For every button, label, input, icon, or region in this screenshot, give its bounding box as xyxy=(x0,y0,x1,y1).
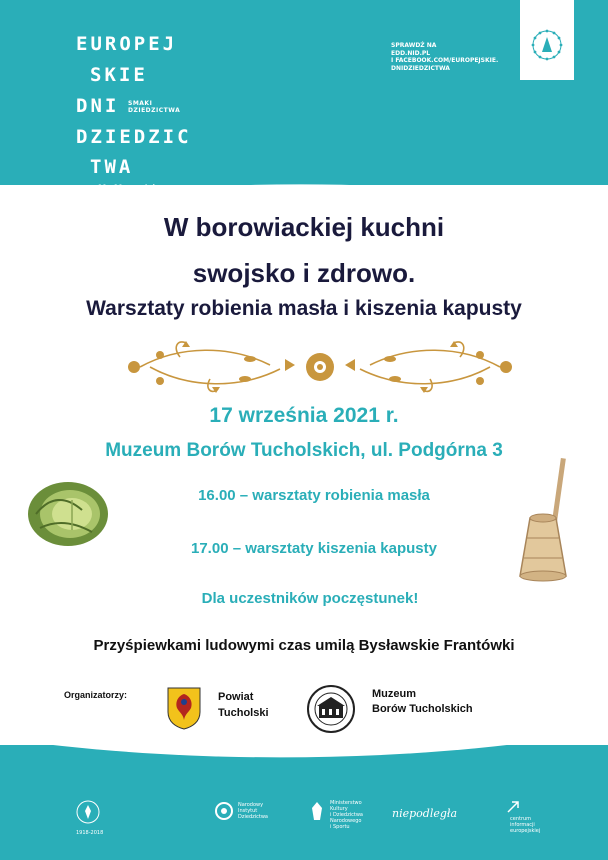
nid-icon xyxy=(214,800,234,822)
logo-line-4: DZIEDZIC xyxy=(76,126,192,148)
powiat-line-2: Tucholski xyxy=(218,707,269,719)
folk-band-note: Przyśpiewkami ludowymi czas umilą Bysławskie Frantówki xyxy=(93,637,515,654)
council-of-europe-emblem xyxy=(520,0,574,80)
title-line-2: swojsko i zdrowo. xyxy=(192,258,416,288)
footer-logo-3-text xyxy=(330,800,363,830)
info-line-4: DNIDZIEDZICTWA xyxy=(391,64,450,72)
schedule-item-1: 16.00 – warsztaty robienia masła xyxy=(198,487,430,504)
title-line-3: Warsztaty robienia masła i kiszenia kapusty xyxy=(86,297,522,320)
organizers-label: Organizatorzy: xyxy=(64,690,128,700)
muzeum-line-1: Muzeum xyxy=(372,688,416,700)
treat-note: Dla uczestników poczęstunek! xyxy=(201,590,419,607)
museum-logo xyxy=(306,684,356,734)
cabbage-illustration xyxy=(26,476,110,548)
footer-logo-2-line-3: Dziedzictwa xyxy=(238,814,268,820)
smaki-line-2: DZIEDZICTWA xyxy=(128,107,181,114)
smaki-line-1: SMAKI xyxy=(128,100,153,107)
footer-logo-5-line-3: europejskiej xyxy=(510,828,541,834)
info-line-3: I FACEBOOK.COM/EUROPEJSKIE. xyxy=(391,57,499,64)
schedule-item-2: 17.00 – warsztaty kiszenia kapusty xyxy=(191,540,437,557)
arrow-icon xyxy=(506,800,520,814)
footer-logo-5-text xyxy=(510,816,540,834)
footer-logo-1-year: 1918-2018 xyxy=(76,830,104,836)
info-text xyxy=(391,42,516,72)
bottom-wave xyxy=(0,720,608,770)
footer-logo-2-line-2: Instytut xyxy=(238,808,258,814)
title-line-1: W borowiackiej kuchni xyxy=(163,212,445,242)
logo-line-1: EUROPEJ xyxy=(76,33,178,55)
logo-line-5: TWA xyxy=(90,156,134,178)
muzeum-borow-tucholskich xyxy=(372,687,473,717)
ministry-eagle-icon xyxy=(308,800,326,824)
footer-logo-4: niepodległa xyxy=(392,807,458,820)
footer-logo-3-line-4: Narodowego xyxy=(330,818,362,824)
powiat-tucholski xyxy=(218,689,269,721)
event-venue: Muzeum Borów Tucholskich, ul. Podgórna 3 xyxy=(105,440,503,461)
festival-dates: 11—19 września xyxy=(98,184,160,191)
info-line-2: EDD.NID.PL xyxy=(391,49,431,57)
info-line-1: SPRAWDŹ NA xyxy=(391,42,437,49)
footer-logo-1 xyxy=(76,800,103,836)
event-date: 17 września 2021 r. xyxy=(209,404,399,427)
muzeum-line-2: Borów Tucholskich xyxy=(372,703,473,715)
footer-logo-5-line-1: centrum xyxy=(510,816,532,822)
butter-churn-illustration xyxy=(516,458,576,586)
footer-logo-2-text xyxy=(238,802,268,820)
footer-logo-3-line-3: i Dziedzictwa xyxy=(330,812,363,818)
footer-logo-3-line-1: Ministerstwo xyxy=(330,800,362,806)
folk-ornament xyxy=(120,335,520,399)
footer-logo-3-line-5: i Sportu xyxy=(330,824,350,830)
powiat-line-1: Powiat xyxy=(218,691,254,703)
logo-line-3: DNI xyxy=(76,95,120,117)
logo-line-2: SKIE xyxy=(90,64,148,86)
powiat-coat-of-arms xyxy=(166,686,202,730)
footer-logo-2-line-1: Narodowy xyxy=(238,802,264,808)
eagle-seal-icon xyxy=(76,800,100,824)
footer-logo-3-line-2: Kultury xyxy=(330,806,348,812)
footer-logo-5-line-2: informacji xyxy=(510,822,535,828)
